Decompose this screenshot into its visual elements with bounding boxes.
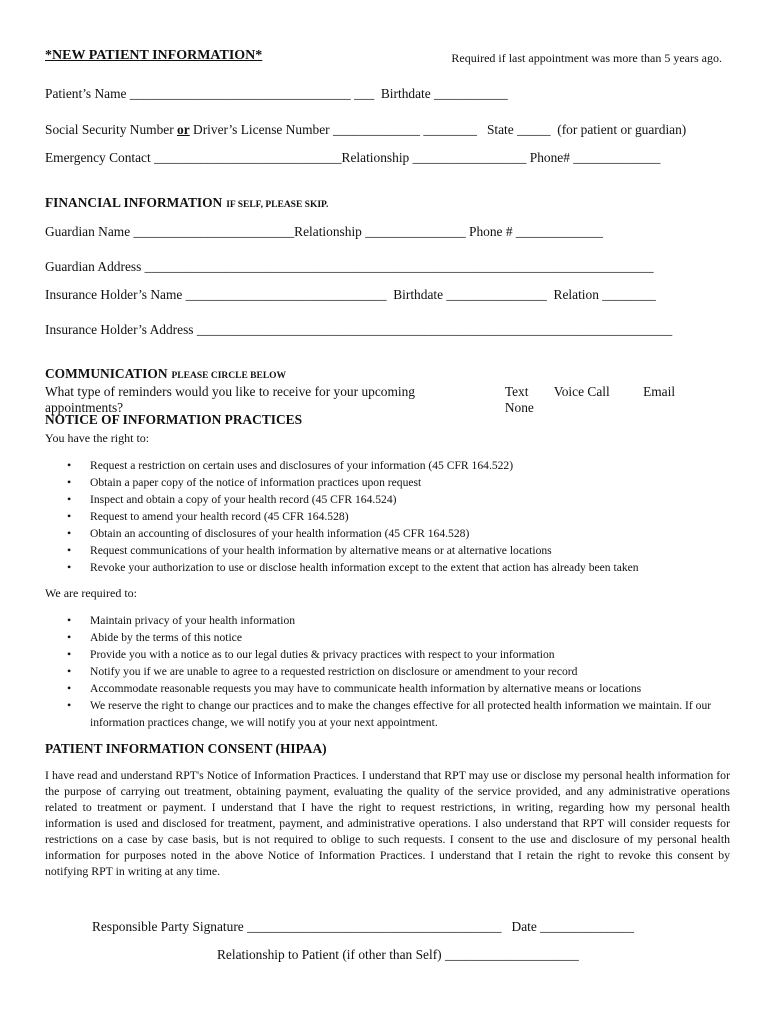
list-item: • Maintain privacy of your health information (45, 612, 725, 629)
duties-intro: We are required to: (45, 586, 137, 600)
financial-note: IF SELF, PLEASE SKIP. (226, 200, 329, 210)
consent-text: I have read and understand RPT's Notice of Information Practices. I understand that RPT may use or disclose my personal health information for the purpose of carrying out treatment, obtaining payment, evaluating the quality of the service provided, and any administrative operations related to treatment or payment. I understand that I have the right to request restrictions, in writing, regarding how my personal health information is used and disclosed for treatment, payment, and administrative operations. I also understand that RPT will consider requests for restrictions on a case by case basis, but is not required to oblige to such requests. I consent to the use and disclosure of my personal health information for purposes noted in the above Notice of Information Practices. I understand that I retain the right to revoke this consent by notifying RPT in writing at any time. (45, 768, 730, 878)
guardian-address-field[interactable]: Guardian Address ____________________________________________________________________________ (45, 259, 654, 274)
list-item: • Request communications of your health information by alternative means or at alternative locations (45, 542, 725, 559)
option-none[interactable]: None (504, 400, 534, 415)
ssn-or: or (177, 122, 190, 137)
list-item: • Abide by the terms of this notice (45, 629, 725, 646)
signature-field[interactable]: Responsible Party Signature ______________________________________ Date ______________ (92, 919, 634, 934)
option-email[interactable]: Email (643, 384, 676, 399)
ssn-suffix: Driver’s License Number _____________ ________ State _____ (for patient or guardian) (189, 122, 687, 137)
notice-heading: NOTICE OF INFORMATION PRACTICES (45, 412, 303, 427)
list-item: • Obtain a paper copy of the notice of information practices upon request (45, 474, 725, 491)
list-item: • Revoke your authorization to use or disclose health information except to the extent that action has already been taken (45, 559, 725, 576)
list-item: • Accommodate reasonable requests you may have to communicate health information by alternative means or locations (45, 680, 725, 697)
ssn-prefix: Social Security Number (45, 122, 178, 137)
reminder-question: What type of reminders would you like to receive for your upcoming appointments? (45, 384, 415, 415)
financial-title: FINANCIAL INFORMATION (45, 195, 223, 210)
relationship-to-patient-field[interactable]: Relationship to Patient (if other than Self) ____________________ (217, 947, 579, 962)
list-item: • We reserve the right to change our practices and to make the changes effective for all protected health information we maintain. If our information practices change, we will notify you at your next appointment. (45, 697, 725, 731)
list-item: • Obtain an accounting of disclosures of your health information (45 CFR 164.528) (45, 525, 725, 542)
financial-heading (45, 195, 328, 211)
duties-list (45, 612, 725, 731)
patient-name-birthdate-field[interactable]: Patient’s Name _________________________________ ___ Birthdate ___________ (45, 86, 508, 101)
rights-intro: You have the right to: (45, 431, 150, 445)
emergency-contact-field[interactable]: Emergency Contact ____________________________Relationship _________________ Phone# _____________ (45, 150, 661, 165)
consent-heading: PATIENT INFORMATION CONSENT (HIPAA) (45, 741, 327, 756)
list-item: • Inspect and obtain a copy of your health record (45 CFR 164.524) (45, 491, 725, 508)
required-note: Required if last appointment was more than 5 years ago. (451, 51, 722, 65)
ssn-license-field[interactable] (45, 122, 686, 138)
list-item: • Request to amend your health record (45 CFR 164.528) (45, 508, 725, 525)
list-item: • Provide you with a notice as to our legal duties & privacy practices with respect to your information (45, 646, 725, 663)
insurance-holder-address-field[interactable]: Insurance Holder’s Address _______________________________________________________________________ (45, 322, 673, 337)
insurance-holder-field[interactable]: Insurance Holder’s Name ______________________________ Birthdate _______________ Relation ________ (45, 287, 656, 302)
guardian-field[interactable]: Guardian Name ________________________Relationship _______________ Phone # _____________ (45, 224, 603, 239)
list-item: • Request a restriction on certain uses and disclosures of your information (45 CFR 164.522) (45, 457, 725, 474)
rights-list (45, 457, 725, 576)
communication-title: COMMUNICATION (45, 366, 168, 381)
option-voice-call[interactable]: Voice Call (553, 384, 610, 399)
option-text[interactable]: Text (504, 384, 529, 399)
communication-note: PLEASE CIRCLE BELOW (171, 371, 287, 381)
list-item: • Notify you if we are unable to agree to a requested restriction on disclosure or amendment to your record (45, 663, 725, 680)
communication-heading (45, 366, 286, 382)
page-title: *NEW PATIENT INFORMATION* (45, 48, 263, 63)
